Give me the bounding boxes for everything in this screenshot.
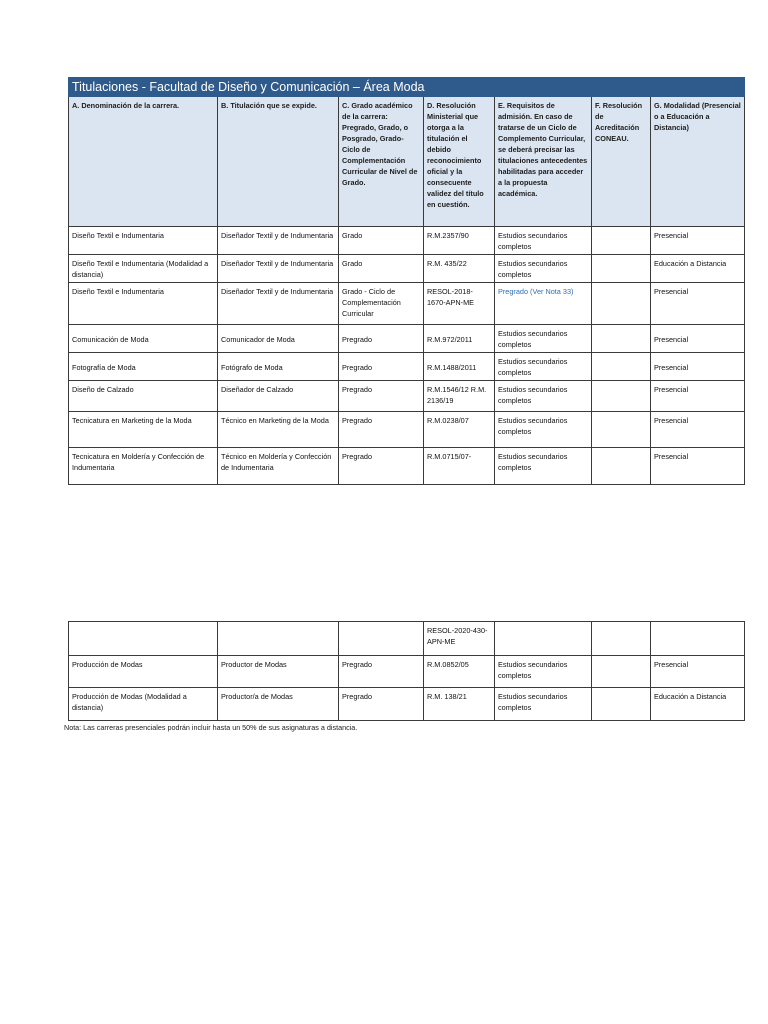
table-row bbox=[69, 227, 745, 255]
coneau-resolution bbox=[592, 283, 651, 325]
career-name: Producción de Modas (Modalidad a distancia) bbox=[69, 688, 218, 721]
degree-title: Diseñador de Calzado bbox=[218, 381, 339, 412]
academic-level: Grado - Ciclo de Complementación Curricular bbox=[339, 283, 424, 325]
header-cell: E. Requisitos de admisión. En caso de tratarse de un Ciclo de Complemento Curricular, se deberá precisar las titulaciones antecedentes habilitadas para acceder a la propuesta académica. bbox=[495, 97, 592, 227]
admission-requirements bbox=[495, 622, 592, 656]
degree-title: Diseñador Textil y de Indumentaria bbox=[218, 227, 339, 255]
coneau-resolution bbox=[592, 325, 651, 353]
degree-title: Diseñador Textil y de Indumentaria bbox=[218, 283, 339, 325]
modality: Presencial bbox=[651, 353, 745, 381]
coneau-resolution bbox=[592, 255, 651, 283]
degree-title: Fotógrafo de Moda bbox=[218, 353, 339, 381]
resolution: R.M.2357/90 bbox=[424, 227, 495, 255]
header-cell: A. Denominación de la carrera. bbox=[69, 97, 218, 227]
resolution: R.M.0238/07 bbox=[424, 412, 495, 448]
table-row bbox=[69, 448, 745, 485]
coneau-resolution bbox=[592, 688, 651, 721]
table-row bbox=[69, 381, 745, 412]
resolution: R.M.1546/12 R.M. 2136/19 bbox=[424, 381, 495, 412]
career-name: Tecnicatura en Moldería y Confección de Indumentaria bbox=[69, 448, 218, 485]
admission-requirements: Estudios secundarios completos bbox=[495, 353, 592, 381]
academic-level: Pregrado bbox=[339, 353, 424, 381]
table-row bbox=[69, 353, 745, 381]
resolution: R.M.972/2011 bbox=[424, 325, 495, 353]
career-name: Producción de Modas bbox=[69, 656, 218, 688]
degree-title bbox=[218, 622, 339, 656]
academic-level: Pregrado bbox=[339, 412, 424, 448]
modality bbox=[651, 622, 745, 656]
degree-title: Productor de Modas bbox=[218, 656, 339, 688]
table-row bbox=[69, 656, 745, 688]
modality: Presencial bbox=[651, 412, 745, 448]
modality: Presencial bbox=[651, 283, 745, 325]
modality: Presencial bbox=[651, 448, 745, 485]
career-name: Fotografía de Moda bbox=[69, 353, 218, 381]
career-name: Diseño Textil e Indumentaria bbox=[69, 283, 218, 325]
modality: Presencial bbox=[651, 227, 745, 255]
header-cell: D. Resolución Ministerial que otorga a la titulación el debido reconocimiento oficial y la consecuente validez del título en cuestión. bbox=[424, 97, 495, 227]
academic-level: Pregrado bbox=[339, 325, 424, 353]
coneau-resolution bbox=[592, 656, 651, 688]
resolution: R.M. 138/21 bbox=[424, 688, 495, 721]
header-row bbox=[69, 97, 745, 227]
table-title: Titulaciones - Facultad de Diseño y Comunicación – Área Moda bbox=[69, 78, 745, 97]
table-row bbox=[69, 283, 745, 325]
career-name: Diseño Textil e Indumentaria (Modalidad a distancia) bbox=[69, 255, 218, 283]
admission-requirements: Estudios secundarios completos bbox=[495, 255, 592, 283]
degree-title: Técnico en Marketing de la Moda bbox=[218, 412, 339, 448]
coneau-resolution bbox=[592, 448, 651, 485]
titulaciones-table bbox=[68, 77, 745, 485]
academic-level: Pregrado bbox=[339, 688, 424, 721]
table-row bbox=[69, 325, 745, 353]
resolution: RESOL-2018-1670-APN-ME bbox=[424, 283, 495, 325]
modality: Presencial bbox=[651, 656, 745, 688]
modality: Educación a Distancia bbox=[651, 255, 745, 283]
footnote: Nota: Las carreras presenciales podrán incluir hasta un 50% de sus asignaturas a distancia. bbox=[64, 723, 358, 732]
modality: Presencial bbox=[651, 381, 745, 412]
coneau-resolution bbox=[592, 227, 651, 255]
table-row bbox=[69, 622, 745, 656]
admission-requirements: Estudios secundarios completos bbox=[495, 688, 592, 721]
academic-level: Pregrado bbox=[339, 381, 424, 412]
coneau-resolution bbox=[592, 353, 651, 381]
academic-level: Grado bbox=[339, 255, 424, 283]
academic-level: Pregrado bbox=[339, 448, 424, 485]
coneau-resolution bbox=[592, 622, 651, 656]
admission-requirements: Estudios secundarios completos bbox=[495, 325, 592, 353]
academic-level bbox=[339, 622, 424, 656]
coneau-resolution bbox=[592, 381, 651, 412]
resolution: RESOL-2020-430-APN-ME bbox=[424, 622, 495, 656]
degree-title: Comunicador de Moda bbox=[218, 325, 339, 353]
resolution: R.M.1488/2011 bbox=[424, 353, 495, 381]
resolution: R.M.0715/07- bbox=[424, 448, 495, 485]
admission-requirements: Estudios secundarios completos bbox=[495, 381, 592, 412]
coneau-resolution bbox=[592, 412, 651, 448]
table-row bbox=[69, 255, 745, 283]
titulaciones-table-continued bbox=[68, 621, 745, 721]
header-cell: B. Titulación que se expide. bbox=[218, 97, 339, 227]
table-row bbox=[69, 688, 745, 721]
table-row bbox=[69, 412, 745, 448]
resolution: R.M. 435/22 bbox=[424, 255, 495, 283]
admission-requirements: Estudios secundarios completos bbox=[495, 412, 592, 448]
academic-level: Pregrado bbox=[339, 656, 424, 688]
header-cell: C. Grado académico de la carrera: Pregrado, Grado, o Posgrado, Grado-Ciclo de Complementación Curricular de Nivel de Grado. bbox=[339, 97, 424, 227]
career-name bbox=[69, 622, 218, 656]
career-name: Tecnicatura en Marketing de la Moda bbox=[69, 412, 218, 448]
modality: Educación a Distancia bbox=[651, 688, 745, 721]
resolution: R.M.0852/05 bbox=[424, 656, 495, 688]
header-cell: G. Modalidad (Presencial o a Educación a Distancia) bbox=[651, 97, 745, 227]
admission-requirements: Estudios secundarios completos bbox=[495, 448, 592, 485]
header-cell: F. Resolución de Acreditación CONEAU. bbox=[592, 97, 651, 227]
admission-requirements: Estudios secundarios completos bbox=[495, 227, 592, 255]
degree-title: Diseñador Textil y de Indumentaria bbox=[218, 255, 339, 283]
table-title-row bbox=[69, 78, 745, 97]
career-name: Diseño Textil e Indumentaria bbox=[69, 227, 218, 255]
academic-level: Grado bbox=[339, 227, 424, 255]
degree-title: Técnico en Moldería y Confección de Indumentaria bbox=[218, 448, 339, 485]
modality: Presencial bbox=[651, 325, 745, 353]
nota-33-link[interactable]: Pregrado (Ver Nota 33) bbox=[495, 283, 592, 325]
admission-requirements: Estudios secundarios completos bbox=[495, 656, 592, 688]
degree-title: Productor/a de Modas bbox=[218, 688, 339, 721]
career-name: Comunicación de Moda bbox=[69, 325, 218, 353]
career-name: Diseño de Calzado bbox=[69, 381, 218, 412]
